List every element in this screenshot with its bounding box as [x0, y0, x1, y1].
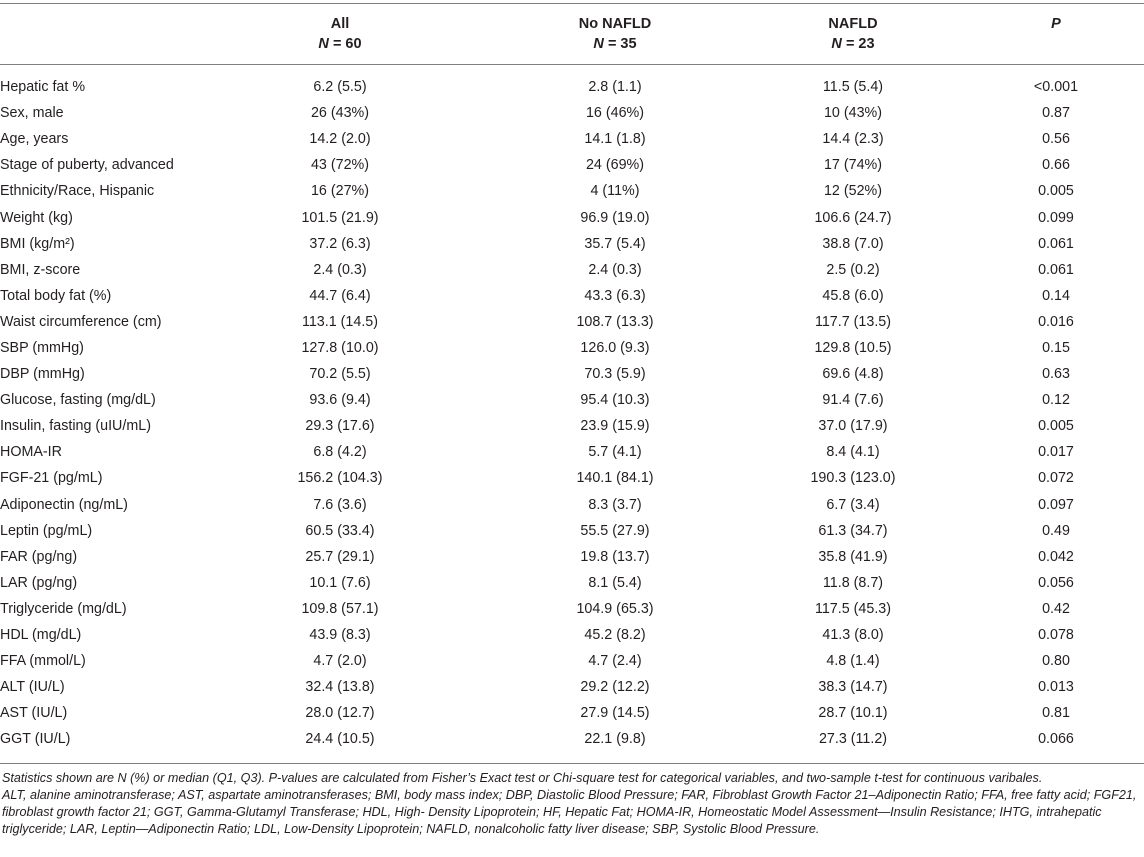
spacer-cell [1086, 596, 1144, 622]
spacer-cell [938, 231, 1026, 257]
cell-nafld: 69.6 (4.8) [822, 366, 884, 383]
row-label: Adiponectin (ng/mL) [0, 496, 128, 513]
spacer-cell [700, 648, 768, 674]
spacer-cell [425, 152, 530, 178]
spacer-cell [1086, 518, 1144, 544]
header-no-nafld-label: No NAFLD [578, 16, 652, 32]
spacer-cell [425, 126, 530, 152]
spacer-cell [1086, 387, 1144, 413]
spacer-cell [425, 100, 530, 126]
cell-nafld: 10 (43%) [823, 105, 882, 122]
row-label: LAR (pg/ng) [0, 574, 78, 591]
cell-p-value: 0.061 [1038, 261, 1074, 278]
spacer-cell [1086, 100, 1144, 126]
cell-nafld: 11.5 (5.4) [822, 79, 884, 96]
row-label: Triglyceride (mg/dL) [0, 600, 127, 617]
cell-no-nafld: 8.1 (5.4) [588, 574, 642, 591]
cell-p-value: 0.066 [1038, 731, 1074, 748]
spacer-cell [425, 674, 530, 700]
cell-all: 10.1 (7.6) [309, 574, 371, 591]
spacer-cell [425, 178, 530, 204]
spacer-cell [700, 518, 768, 544]
table-row [0, 231, 1144, 257]
spacer-cell [938, 204, 1026, 230]
cell-nafld: 41.3 (8.0) [822, 627, 884, 644]
cell-nafld: 28.7 (10.1) [818, 705, 888, 722]
spacer-cell [425, 570, 530, 596]
header-nafld-n: N = 23 [831, 36, 875, 52]
table-row [0, 596, 1144, 622]
cell-p-value: 0.14 [1042, 287, 1070, 304]
cell-p-value: 0.056 [1038, 574, 1074, 591]
cell-no-nafld: 29.2 (12.2) [580, 679, 650, 696]
header-nafld-label: NAFLD [828, 16, 878, 32]
spacer-cell [1086, 204, 1144, 230]
spacer-cell [425, 622, 530, 648]
row-label: Waist circumference (cm) [0, 313, 162, 330]
cell-p-value: 0.15 [1042, 339, 1070, 356]
spacer-cell [1086, 152, 1144, 178]
cell-p-value: 0.016 [1038, 313, 1074, 330]
spacer-cell [1086, 674, 1144, 700]
spacer-cell [938, 700, 1026, 726]
spacer-cell [1086, 570, 1144, 596]
row-label: Insulin, fasting (uIU/mL) [0, 418, 151, 435]
spacer-cell [938, 465, 1026, 491]
spacer-cell [700, 465, 768, 491]
cell-p-value: 0.12 [1042, 392, 1070, 409]
cell-all: 109.8 (57.1) [301, 600, 379, 617]
cell-no-nafld: 104.9 (65.3) [576, 600, 654, 617]
cell-no-nafld: 108.7 (13.3) [576, 313, 654, 330]
spacer-cell [425, 309, 530, 335]
row-label: FGF-21 (pg/mL) [0, 470, 103, 487]
table-row [0, 74, 1144, 100]
spacer-cell [425, 439, 530, 465]
cell-nafld: 61.3 (34.7) [818, 522, 888, 539]
spacer-cell [425, 283, 530, 309]
cell-p-value: 0.63 [1042, 366, 1070, 383]
spacer-cell [700, 335, 768, 361]
cell-nafld: 45.8 (6.0) [822, 287, 884, 304]
row-label: BMI (kg/m²) [0, 235, 75, 252]
cell-no-nafld: 23.9 (15.9) [580, 418, 650, 435]
spacer-cell [1086, 335, 1144, 361]
spacer-cell [700, 257, 768, 283]
cell-p-value: 0.078 [1038, 627, 1074, 644]
table-row [0, 570, 1144, 596]
table-row [0, 439, 1144, 465]
cell-no-nafld: 2.8 (1.1) [588, 79, 642, 96]
table-row [0, 387, 1144, 413]
cell-p-value: 0.013 [1038, 679, 1074, 696]
cell-p-value: 0.80 [1042, 653, 1070, 670]
spacer-cell [425, 465, 530, 491]
bottom-rule [0, 763, 1144, 764]
spacer-cell [938, 492, 1026, 518]
spacer-cell [425, 544, 530, 570]
row-label: Stage of puberty, advanced [0, 157, 174, 174]
cell-all: 37.2 (6.3) [309, 235, 371, 252]
spacer-cell [938, 74, 1026, 100]
cell-p-value: 0.42 [1042, 600, 1070, 617]
cell-nafld: 117.5 (45.3) [814, 600, 892, 617]
footnote-abbreviations: ALT, alanine aminotransferase; AST, aspartate aminotransferases; BMI, body mass index; DBP, Diastolic Blood Pressure; FAR, Fibroblast Growth Factor 21–Adiponectin Ratio; FFA, free fatty acid; FGF21, fibroblast growth factor 21; GGT, Gamma-Glutamyl Transferase; HDL, High- Density Lipoprotein; HF, Hepatic Fat; HOMA-IR, Homeostatic Model Assessment—Insulin Resistance; IHTG, intrahepatic triglyceride; LAR, Leptin—Adiponectin Ratio; LDL, Low-Density Lipoprotein; NAFLD, nonalcoholic fatty liver disease; SBP, Systolic Blood Pressure. [2, 788, 1137, 836]
cell-no-nafld: 22.1 (9.8) [584, 731, 646, 748]
header-p: P [1051, 16, 1061, 32]
cell-nafld: 2.5 (0.2) [826, 261, 880, 278]
spacer-cell [425, 492, 530, 518]
row-label: AST (IU/L) [0, 705, 68, 722]
spacer-cell [425, 74, 530, 100]
spacer-cell [1086, 361, 1144, 387]
spacer-cell [1086, 283, 1144, 309]
header-no-nafld [530, 14, 700, 54]
table-row [0, 309, 1144, 335]
cell-no-nafld: 55.5 (27.9) [580, 522, 650, 539]
cell-no-nafld: 8.3 (3.7) [588, 496, 642, 513]
cell-all: 14.2 (2.0) [309, 131, 371, 148]
cell-all: 2.4 (0.3) [313, 261, 367, 278]
spacer-cell [700, 74, 768, 100]
spacer-cell [700, 204, 768, 230]
spacer-cell [1086, 126, 1144, 152]
spacer-cell [425, 387, 530, 413]
spacer-cell [938, 309, 1026, 335]
spacer-cell [700, 674, 768, 700]
row-label: BMI, z-score [0, 261, 81, 278]
row-label: HOMA-IR [0, 444, 62, 461]
header-rule [0, 64, 1144, 65]
spacer-cell [938, 726, 1026, 752]
table-row [0, 335, 1144, 361]
spacer-cell [700, 283, 768, 309]
spacer-cell [1086, 439, 1144, 465]
row-label: SBP (mmHg) [0, 339, 84, 356]
table-footnote [2, 770, 1142, 838]
row-label: ALT (IU/L) [0, 679, 65, 696]
cell-no-nafld: 14.1 (1.8) [584, 131, 646, 148]
table-row [0, 622, 1144, 648]
spacer-cell [938, 283, 1026, 309]
row-label: FFA (mmol/L) [0, 653, 86, 670]
spacer-cell [700, 231, 768, 257]
cell-nafld: 4.8 (1.4) [826, 653, 880, 670]
spacer-cell [700, 700, 768, 726]
cell-nafld: 6.7 (3.4) [826, 496, 880, 513]
spacer-cell [938, 361, 1026, 387]
table-row [0, 544, 1144, 570]
footnote-stats: Statistics shown are N (%) or median (Q1, Q3). P-values are calculated from Fisher’s Exact test or Chi-square test for categorical variables, and two-sample t-test for continuous varibales. [2, 771, 1043, 785]
cell-p-value: 0.097 [1038, 496, 1074, 513]
top-rule [0, 3, 1144, 4]
cell-no-nafld: 35.7 (5.4) [584, 235, 646, 252]
row-label: Age, years [0, 131, 69, 148]
table-row [0, 492, 1144, 518]
cell-nafld: 190.3 (123.0) [810, 470, 896, 487]
cell-all: 6.8 (4.2) [313, 444, 367, 461]
spacer-cell [425, 648, 530, 674]
cell-all: 26 (43%) [310, 105, 369, 122]
spacer-cell [938, 570, 1026, 596]
table-row [0, 126, 1144, 152]
spacer-cell [938, 439, 1026, 465]
cell-no-nafld: 27.9 (14.5) [580, 705, 650, 722]
cell-nafld: 35.8 (41.9) [818, 548, 888, 565]
row-label: DBP (mmHg) [0, 366, 85, 383]
spacer-cell [425, 518, 530, 544]
spacer-cell [700, 570, 768, 596]
spacer-cell [1086, 178, 1144, 204]
spacer-cell [425, 413, 530, 439]
cell-all: 6.2 (5.5) [313, 79, 367, 96]
cell-all: 101.5 (21.9) [301, 209, 379, 226]
table-row [0, 518, 1144, 544]
spacer-cell [938, 674, 1026, 700]
spacer-cell [700, 596, 768, 622]
spacer-cell [1086, 622, 1144, 648]
spacer-cell [425, 700, 530, 726]
spacer-cell [1086, 74, 1144, 100]
cell-all: 28.0 (12.7) [305, 705, 375, 722]
cell-no-nafld: 43.3 (6.3) [584, 287, 646, 304]
cell-nafld: 129.8 (10.5) [814, 339, 892, 356]
cell-nafld: 106.6 (24.7) [814, 209, 892, 226]
cell-no-nafld: 140.1 (84.1) [576, 470, 654, 487]
spacer-cell [700, 100, 768, 126]
row-label: FAR (pg/ng) [0, 548, 78, 565]
spacer-cell [938, 413, 1026, 439]
spacer-cell [425, 257, 530, 283]
spacer-cell [938, 544, 1026, 570]
cell-nafld: 37.0 (17.9) [818, 418, 888, 435]
spacer-cell [700, 492, 768, 518]
cell-nafld: 12 (52%) [823, 183, 882, 200]
table-row [0, 178, 1144, 204]
header-all-n: N = 60 [318, 36, 362, 52]
spacer-cell [938, 152, 1026, 178]
cell-p-value: 0.017 [1038, 444, 1074, 461]
spacer-cell [700, 413, 768, 439]
spacer-cell [425, 204, 530, 230]
cell-nafld: 11.8 (8.7) [822, 574, 884, 591]
spacer-cell [700, 544, 768, 570]
table-row [0, 257, 1144, 283]
spacer-cell [700, 309, 768, 335]
spacer-cell [1086, 231, 1144, 257]
spacer-cell [700, 622, 768, 648]
cell-p-value: 0.061 [1038, 235, 1074, 252]
table-row [0, 700, 1144, 726]
spacer-cell [1086, 700, 1144, 726]
header-nafld [768, 14, 938, 54]
cell-no-nafld: 126.0 (9.3) [580, 339, 650, 356]
spacer-cell [1086, 492, 1144, 518]
spacer-cell [1086, 413, 1144, 439]
spacer-cell [938, 100, 1026, 126]
cell-no-nafld: 19.8 (13.7) [580, 548, 650, 565]
spacer-cell [1086, 309, 1144, 335]
cell-all: 25.7 (29.1) [305, 548, 375, 565]
row-label: Glucose, fasting (mg/dL) [0, 392, 156, 409]
spacer-cell [425, 596, 530, 622]
spacer-cell [425, 726, 530, 752]
table-row [0, 674, 1144, 700]
header-all-label: All [330, 16, 350, 32]
header-no-nafld-n: N = 35 [593, 36, 637, 52]
table-row [0, 361, 1144, 387]
spacer-cell [425, 231, 530, 257]
cell-no-nafld: 16 (46%) [585, 105, 644, 122]
table-row [0, 726, 1144, 752]
cell-all: 70.2 (5.5) [309, 366, 371, 383]
cell-nafld: 38.3 (14.7) [818, 679, 888, 696]
cell-no-nafld: 45.2 (8.2) [584, 627, 646, 644]
cell-nafld: 8.4 (4.1) [826, 444, 880, 461]
cell-all: 93.6 (9.4) [309, 392, 371, 409]
table-row [0, 152, 1144, 178]
cell-p-value: 0.005 [1038, 418, 1074, 435]
cell-all: 60.5 (33.4) [305, 522, 375, 539]
cell-no-nafld: 70.3 (5.9) [584, 366, 646, 383]
cell-no-nafld: 4 (11%) [590, 183, 640, 200]
row-label: HDL (mg/dL) [0, 627, 82, 644]
cell-all: 32.4 (13.8) [305, 679, 375, 696]
spacer-cell [938, 387, 1026, 413]
cell-p-value: 0.099 [1038, 209, 1074, 226]
cell-nafld: 14.4 (2.3) [822, 131, 884, 148]
cell-p-value: <0.001 [1033, 79, 1079, 96]
cell-all: 43.9 (8.3) [309, 627, 371, 644]
row-label: GGT (IU/L) [0, 731, 71, 748]
cell-all: 43 (72%) [310, 157, 369, 174]
cell-all: 127.8 (10.0) [301, 339, 379, 356]
spacer-cell [938, 596, 1026, 622]
cell-all: 4.7 (2.0) [313, 653, 367, 670]
row-label: Weight (kg) [0, 209, 73, 226]
spacer-cell [938, 335, 1026, 361]
spacer-cell [938, 257, 1026, 283]
cell-nafld: 91.4 (7.6) [822, 392, 884, 409]
spacer-cell [938, 178, 1026, 204]
cell-p-value: 0.81 [1042, 705, 1070, 722]
cell-all: 44.7 (6.4) [309, 287, 371, 304]
table-row [0, 283, 1144, 309]
row-label: Hepatic fat % [0, 79, 86, 96]
cell-no-nafld: 4.7 (2.4) [588, 653, 642, 670]
cell-p-value: 0.072 [1038, 470, 1074, 487]
header-all [255, 14, 425, 54]
spacer-cell [1086, 648, 1144, 674]
spacer-cell [1086, 257, 1144, 283]
cell-all: 29.3 (17.6) [305, 418, 375, 435]
cell-p-value: 0.005 [1038, 183, 1074, 200]
cell-no-nafld: 95.4 (10.3) [580, 392, 650, 409]
spacer-cell [425, 335, 530, 361]
cell-all: 156.2 (104.3) [297, 470, 383, 487]
spacer-cell [1086, 465, 1144, 491]
data-table [0, 74, 1144, 752]
row-label: Sex, male [0, 105, 64, 122]
row-label: Ethnicity/Race, Hispanic [0, 183, 155, 200]
cell-no-nafld: 96.9 (19.0) [580, 209, 650, 226]
spacer-cell [938, 622, 1026, 648]
cell-p-value: 0.56 [1042, 131, 1070, 148]
cell-no-nafld: 5.7 (4.1) [588, 444, 642, 461]
cell-nafld: 38.8 (7.0) [822, 235, 884, 252]
table-header [0, 14, 1144, 58]
cell-nafld: 17 (74%) [823, 157, 882, 174]
table-row [0, 648, 1144, 674]
spacer-cell [700, 361, 768, 387]
cell-p-value: 0.49 [1042, 522, 1070, 539]
cell-p-value: 0.87 [1042, 105, 1070, 122]
spacer-cell [700, 152, 768, 178]
spacer-cell [700, 126, 768, 152]
cell-all: 113.1 (14.5) [301, 313, 379, 330]
table-row [0, 204, 1144, 230]
cell-all: 16 (27%) [310, 183, 369, 200]
cell-all: 24.4 (10.5) [305, 731, 375, 748]
spacer-cell [1086, 544, 1144, 570]
spacer-cell [938, 648, 1026, 674]
cell-nafld: 27.3 (11.2) [818, 731, 888, 748]
cell-p-value: 0.66 [1042, 157, 1070, 174]
spacer-cell [700, 439, 768, 465]
cell-no-nafld: 24 (69%) [585, 157, 644, 174]
row-label: Leptin (pg/mL) [0, 522, 93, 539]
cell-no-nafld: 2.4 (0.3) [588, 261, 642, 278]
table-row [0, 413, 1144, 439]
spacer-cell [1086, 726, 1144, 752]
table-row [0, 465, 1144, 491]
spacer-cell [938, 518, 1026, 544]
cell-all: 7.6 (3.6) [313, 496, 367, 513]
table-row [0, 100, 1144, 126]
spacer-cell [938, 126, 1026, 152]
spacer-cell [700, 387, 768, 413]
cell-p-value: 0.042 [1038, 548, 1074, 565]
spacer-cell [700, 178, 768, 204]
row-label: Total body fat (%) [0, 287, 112, 304]
cell-nafld: 117.7 (13.5) [814, 313, 892, 330]
spacer-cell [425, 361, 530, 387]
spacer-cell [700, 726, 768, 752]
